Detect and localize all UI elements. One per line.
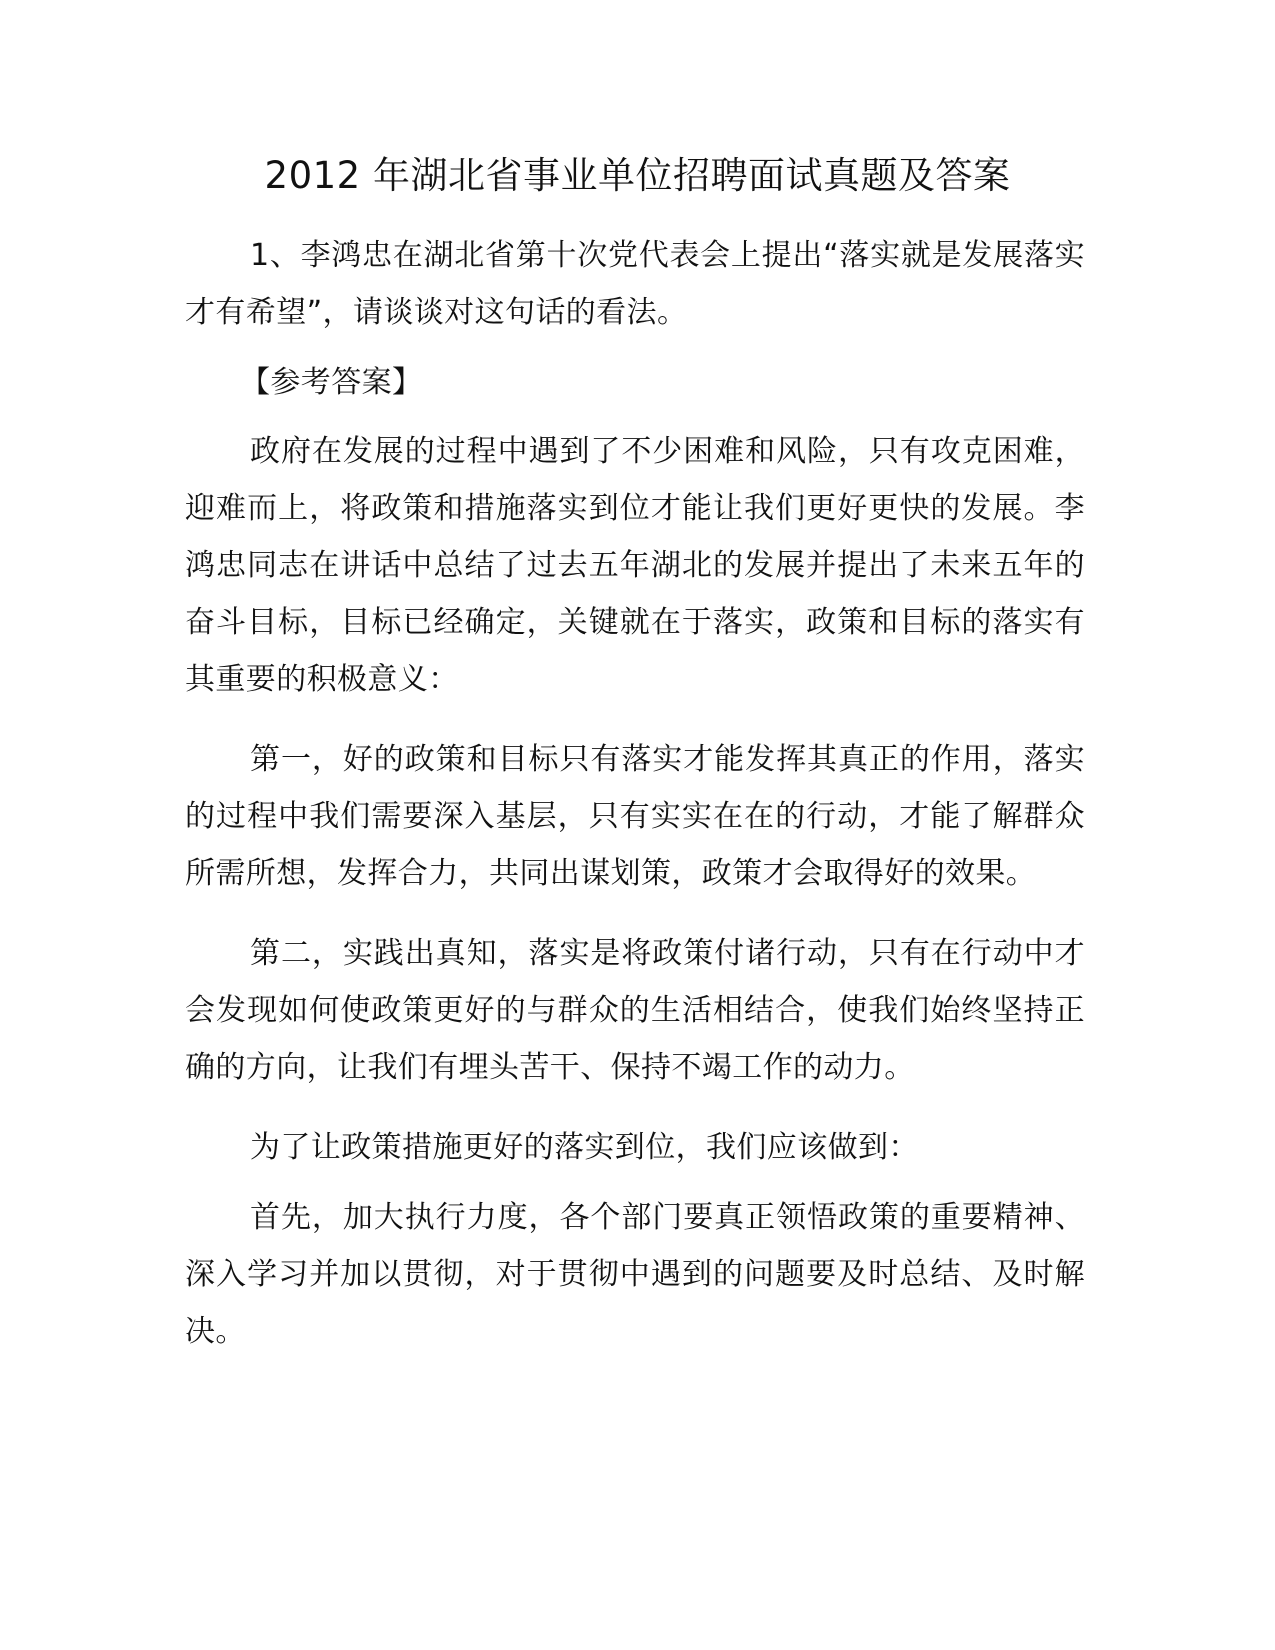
body-paragraph-2: 第一，好的政策和目标只有落实才能发挥其真正的作用，落实的过程中我们需要深入基层，只有实实在在的行动，才能了解群众所需所想，发挥合力，共同出谋划策，政策才会取得好的效果。 [185,742,1085,891]
body-paragraph-4: 为了让政策措施更好的落实到位，我们应该做到： [250,1130,919,1165]
body-paragraph-5: 首先，加大执行力度，各个部门要真正领悟政策的重要精神、深入学习并加以贯彻，对于贯彻中遇到的问题要及时总结、及时解决。 [185,1200,1085,1349]
body-paragraph-3: 第二，实践出真知，落实是将政策付诸行动，只有在行动中才会发现如何使政策更好的与群众的生活相结合，使我们始终坚持正确的方向，让我们有埋头苦干、保持不竭工作的动力。 [185,936,1085,1085]
answer-heading: 【参考答案】 [240,365,423,400]
document-title: 2012 年湖北省事业单位招聘面试真题及答案 [264,154,1011,197]
document-body [185,227,1085,1383]
question-paragraph: 1、李鸿忠在湖北省第十次党代表会上提出“落实就是发展落实才有希望”，请谈谈对这句话的看法。 [185,238,1085,330]
body-paragraph-1: 政府在发展的过程中遇到了不少困难和风险，只有攻克困难，迎难而上，将政策和措施落实到位才能让我们更好更快的发展。李鸿忠同志在讲话中总结了过去五年湖北的发展并提出了未来五年的奋斗目标，目标已经确定，关键就在于落实，政策和目标的落实有其重要的积极意义： [185,434,1085,697]
